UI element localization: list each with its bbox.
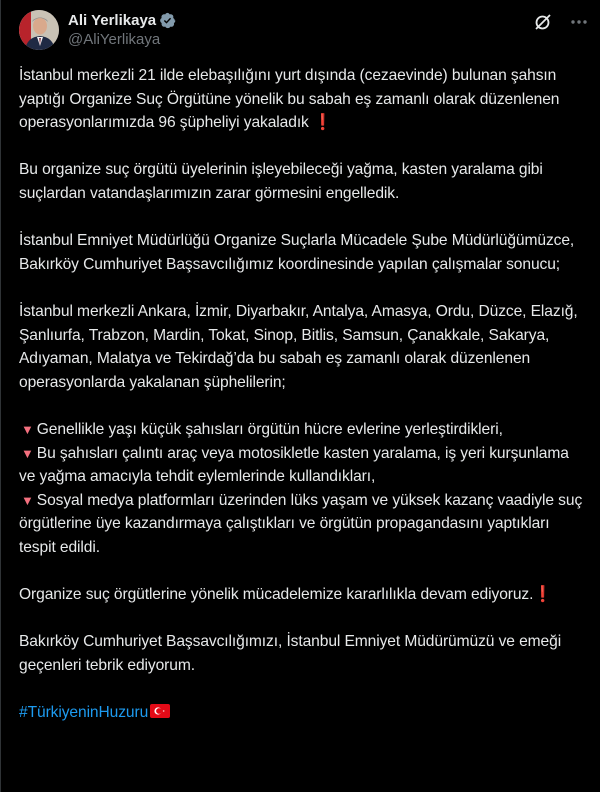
tweet-paragraph: İstanbul merkezli Ankara, İzmir, Diyarbakır, Antalya, Amasya, Ordu, Düzce, Elazığ, Şanlıurfa, Trabzon, Mardin, Tokat, Sinop, Bitlis, Samsun, Çanakkale, Sakarya, Adıyaman, Malatya ve Tekirdağ’da bu sabah eş zamanlı olarak düzenlenen operasyonlarda yakalanan şüphelilerin; — [19, 302, 578, 391]
tweet-paragraph — [19, 583, 589, 607]
bullet-list — [19, 418, 589, 560]
header-actions — [532, 11, 590, 33]
paragraph-text: İstanbul merkezli 21 ilde elebaşılığını yurt dışında (cezaevinde) bulunan şahsın yaptığı Organize Suç Örgütüne yönelik bu sabah eş zamanlı olarak düzenlenen operasyonlarımızda 96 şüpheliyi yakaladık — [19, 67, 560, 132]
hashtag-link[interactable]: #TürkiyeninHuzuru — [19, 704, 149, 722]
exclamation-icon: ❗ — [312, 114, 333, 132]
tweet-paragraph: Bakırköy Cumhuriyet Başsavcılığımızı, İstanbul Emniyet Müdürümüzü ve emeği geçenleri tebrik ediyorum. — [19, 633, 562, 674]
verified-badge-icon[interactable] — [159, 12, 176, 29]
bullet-item: Genellikle yaşı küçük şahısları örgütün hücre evlerine yerleştirdikleri, — [36, 420, 503, 438]
triangle-down-icon: ▼ — [21, 421, 34, 437]
bullet-item: Bu şahısları çalıntı araç veya motosikletle kasten yaralama, iş yeri kurşunlama ve yağma amacıyla tehdit eylemlerinde kullandıkları, — [19, 444, 569, 486]
turkey-flag-icon — [150, 704, 170, 718]
tweet-paragraph — [19, 64, 589, 135]
triangle-down-icon: ▼ — [21, 445, 34, 461]
author-names — [68, 12, 176, 49]
tweet-text — [19, 64, 589, 748]
tweet-header — [19, 8, 590, 52]
handle[interactable]: @AliYerlikaya — [68, 30, 161, 48]
tweet-paragraph: Bu organize suç örgütü üyelerinin işleyebileceği yağma, kasten yaralama gibi suçlardan vatandaşlarımızın zarar görmesini engelledik. — [19, 161, 543, 202]
display-name[interactable]: Ali Yerlikaya — [68, 11, 157, 29]
exclamation-icon: ❗ — [533, 586, 553, 604]
more-icon[interactable] — [568, 11, 590, 33]
hashtag-line — [19, 701, 589, 725]
avatar[interactable] — [19, 10, 59, 50]
paragraph-text: Organize suç örgütlerine yönelik mücadelemize kararlılıkla devam ediyoruz. — [19, 586, 534, 604]
grok-icon[interactable] — [532, 11, 554, 33]
bullet-item: Sosyal medya platformları üzerinden lüks yaşam ve yüksek kazanç vaadiyle suç örgütlerine üye kazandırmaya çalıştıkları ve örgütün propagandasını yaptıkları tespit edildi. — [19, 491, 583, 556]
triangle-down-icon: ▼ — [21, 492, 34, 508]
tweet-paragraph: İstanbul Emniyet Müdürlüğü Organize Suçlarla Mücadele Şube Müdürlüğümüzce, Bakırköy Cumhuriyet Başsavcılığımız koordinesinde yapılan çalışmalar sonucu; — [19, 232, 575, 273]
